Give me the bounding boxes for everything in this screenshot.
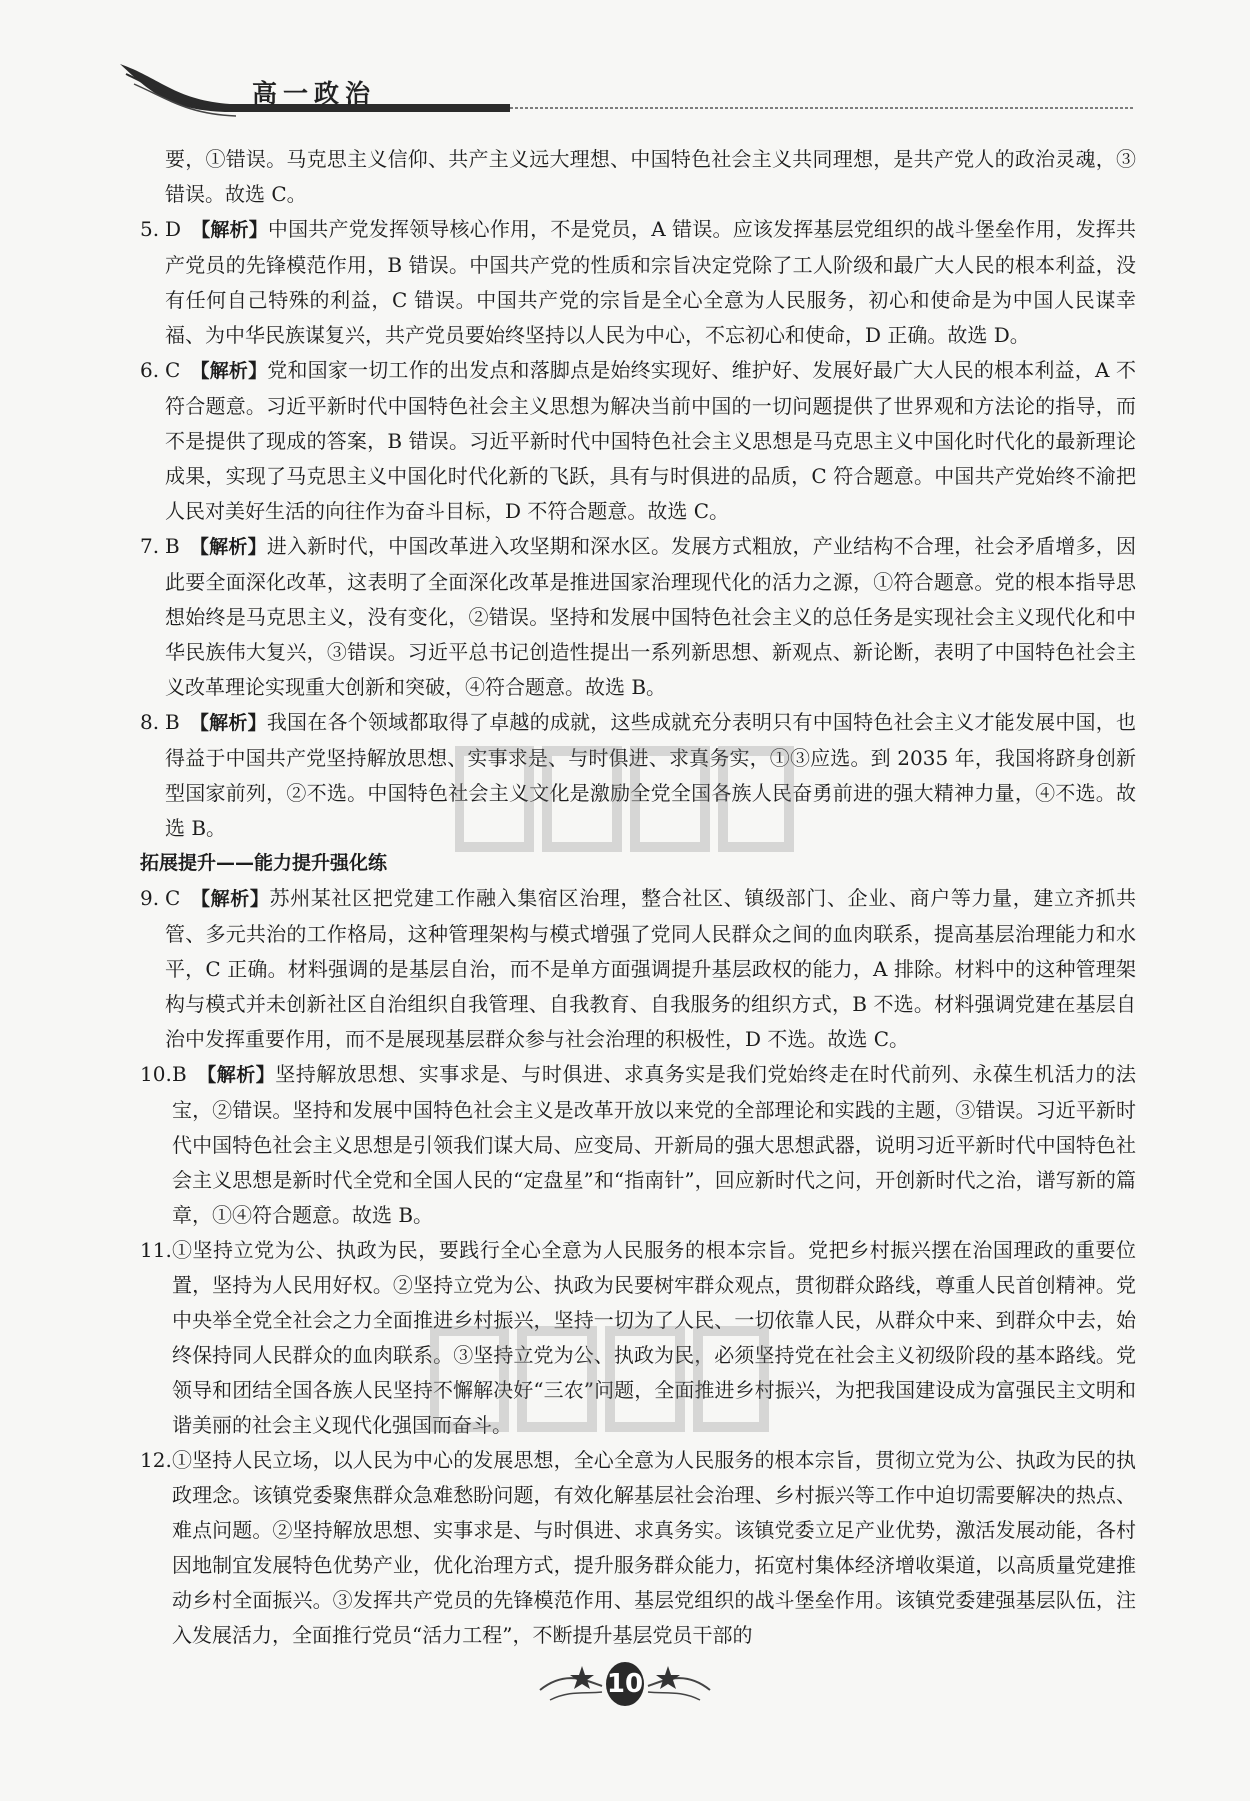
- answer-content: [140, 142, 1136, 1653]
- item-answer: C: [165, 886, 181, 910]
- answer-item-10: [140, 1057, 1136, 1233]
- item-answer: D: [165, 217, 182, 241]
- item-number: 8.: [140, 710, 160, 734]
- item-number: 9.: [140, 886, 160, 910]
- item-number: 10.: [140, 1062, 172, 1086]
- item-text: ①坚持立党为公、执政为民，要践行全心全意为人民服务的根本宗旨。党把乡村振兴摆在治国理政的重要位置，坚持为人民用好权。②坚持立党为公、执政为民要树牢群众观点，贯彻群众路线，尊重人民首创精神。党中央举全党全社会之力全面推进乡村振兴，坚持一切为了人民、一切依靠人民，从群众中来、到群众中去，始终保持同人民群众的血肉联系。③坚持立党为公、执政为民，必须坚持党在社会主义初级阶段的基本路线。党领导和团结全国各族人民坚持不懈解决好“三农”问题，全面推进乡村振兴，为把我国建设成为富强民主文明和谐美丽的社会主义现代化强国而奋斗。: [172, 1238, 1136, 1437]
- page-header: [0, 0, 1250, 140]
- item-number: 7.: [140, 534, 160, 558]
- item-text: 坚持解放思想、实事求是、与时俱进、求真务实是我们党始终走在时代前列、永葆生机活力的法宝，②错误。坚持和发展中国特色社会主义是改革开放以来党的全部理论和实践的主题，③错误。习近平新时代中国特色社会主义思想是引领我们谋大局、应变局、开新局的强大思想武器，说明习近平新时代中国特色社会主义思想是新时代全党和全国人民的“定盘星”和“指南针”，回应新时代之问，开创新时代之治，谱写新的篇章，①④符合题意。故选 B。: [172, 1062, 1136, 1227]
- item-text: 中国共产党发挥领导核心作用，不是党员，A 错误。应该发挥基层党组织的战斗堡垒作用，发挥共产党员的先锋模范作用，B 错误。中国共产党的性质和宗旨决定党除了工人阶级和最广大人民的根本利益，没有任何自己特殊的利益，C 错误。中国共产党的宗旨是全心全意为人民服务，初心和使命是为中国人民谋幸福、为中华民族谋复兴，共产党员要始终坚持以人民为中心，不忘初心和使命，D 正确。故选 D。: [165, 217, 1136, 347]
- item-number: 11.: [140, 1238, 172, 1262]
- analysis-tag: 【解析】: [191, 219, 268, 241]
- item-answer: B: [165, 534, 180, 558]
- item-number: 5.: [140, 217, 160, 241]
- analysis-tag: 【解析】: [189, 536, 267, 558]
- item-text: ①坚持人民立场，以人民为中心的发展思想，全心全意为人民服务的根本宗旨，贯彻立党为公、执政为民的执政理念。该镇党委聚焦群众急难愁盼问题，有效化解基层社会治理、乡村振兴等工作中迫切需要解决的热点、难点问题。②坚持解放思想、实事求是、与时俱进、求真务实。该镇党委立足产业优势，激活发展动能，各村因地制宜发展特色优势产业，优化治理方式，提升服务群众能力，拓宽村集体经济增收渠道，以高质量党建推动乡村全面振兴。③发挥共产党员的先锋模范作用、基层党组织的战斗堡垒作用。该镇党委建强基层队伍，注入发展活力，全面推行党员“活力工程”，不断提升基层党员干部的: [172, 1448, 1136, 1647]
- analysis-tag: 【解析】: [196, 1064, 276, 1086]
- page-footer: [520, 1650, 730, 1730]
- item-answer: C: [165, 358, 181, 382]
- item-number: 6.: [140, 358, 160, 382]
- answer-item-6: [140, 353, 1136, 529]
- analysis-tag: 【解析】: [190, 888, 270, 910]
- answer-item-9: [140, 881, 1136, 1057]
- page-title: 高一政治: [252, 79, 377, 108]
- item-number: 12.: [140, 1448, 172, 1472]
- page-number: 10: [606, 1662, 644, 1706]
- answer-item-8: [140, 705, 1136, 846]
- item-text: 我国在各个领域都取得了卓越的成就，这些成就充分表明只有中国特色社会主义才能发展中国，也得益于中国共产党坚持解放思想、实事求是、与时俱进、求真务实，①③应选。到 2035 年，我国将跻身创新型国家前列，②不选。中国特色社会主义文化是激励全党全国各族人民奋勇前进的强大精神力量，④不选。故选 B。: [165, 710, 1136, 840]
- answer-item-11: [140, 1233, 1136, 1443]
- continued-paragraph: 要，①错误。马克思主义信仰、共产主义远大理想、中国特色社会主义共同理想，是共产党人的政治灵魂，③错误。故选 C。: [165, 147, 1136, 206]
- answer-item-12: [140, 1443, 1136, 1653]
- answer-item-5: [140, 212, 1136, 353]
- item-text: 苏州某社区把党建工作融入集宿区治理，整合社区、镇级部门、企业、商户等力量，建立齐抓共管、多元共治的工作格局，这种管理架构与模式增强了党同人民群众之间的血肉联系，提高基层治理能力和水平，C 正确。材料强调的是基层自治，而不是单方面强调提升基层政权的能力，A 排除。材料中的这种管理架构与模式并未创新社区自治组织自我管理、自我教育、自我服务的组织方式，B 不选。材料强调党建在基层自治中发挥重要作用，而不是展现基层群众参与社会治理的积极性，D 不选。故选 C。: [165, 886, 1136, 1051]
- section-heading: 拓展提升——能力提升强化练: [140, 852, 388, 874]
- item-answer: B: [165, 710, 180, 734]
- header-swoosh-icon: [0, 0, 1250, 140]
- answer-item-7: [140, 529, 1136, 705]
- item-text: 党和国家一切工作的出发点和落脚点是始终实现好、维护好、发展好最广大人民的根本利益，A 不符合题意。习近平新时代中国特色社会主义思想为解决当前中国的一切问题提供了世界观和方法论的指导，而不是提供了现成的答案，B 错误。习近平新时代中国特色社会主义思想是马克思主义中国化时代化的最新理论成果，实现了马克思主义中国化时代化新的飞跃，具有与时俱进的品质，C 符合题意。中国共产党始终不渝把人民对美好生活的向往作为奋斗目标，D 不符合题意。故选 C。: [165, 358, 1136, 523]
- item-text: 进入新时代，中国改革进入攻坚期和深水区。发展方式粗放，产业结构不合理，社会矛盾增多，因此要全面深化改革，这表明了全面深化改革是推进国家治理现代化的活力之源，①符合题意。党的根本指导思想始终是马克思主义，没有变化，②错误。坚持和发展中国特色社会主义的总任务是实现社会主义现代化和中华民族伟大复兴，③错误。习近平总书记创造性提出一系列新思想、新观点、新论断，表明了中国特色社会主义改革理论实现重大创新和突破，④符合题意。故选 B。: [165, 534, 1136, 699]
- item-answer: B: [172, 1062, 187, 1086]
- analysis-tag: 【解析】: [189, 712, 267, 734]
- analysis-tag: 【解析】: [190, 360, 268, 382]
